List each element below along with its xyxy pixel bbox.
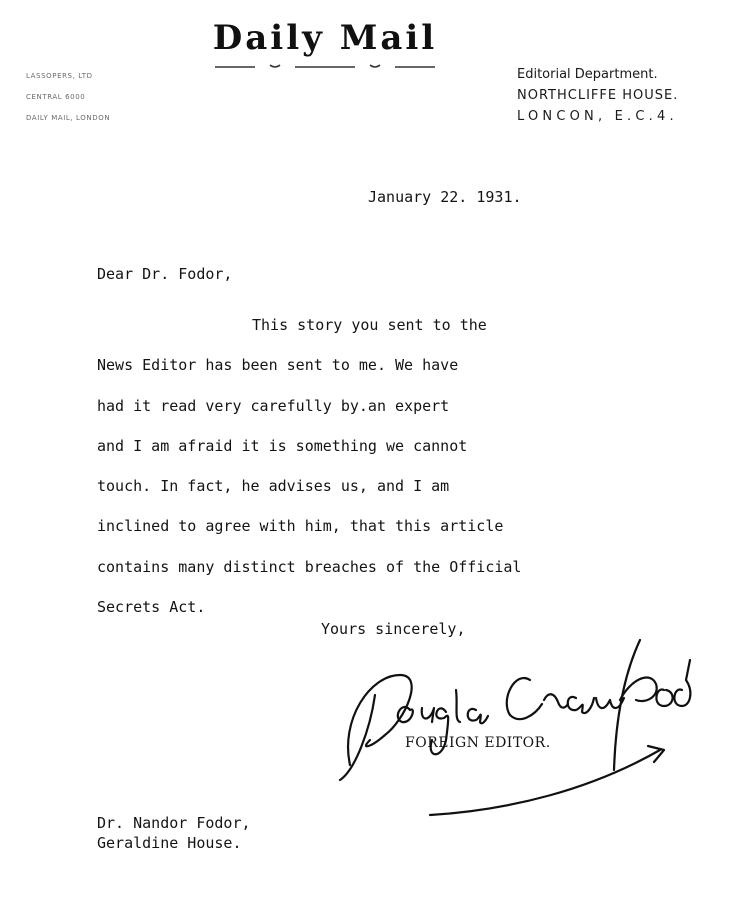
- recipient-block: [97, 813, 251, 853]
- letterhead-phone-line: CENTRAL 6000: [26, 93, 86, 101]
- body-line: contains many distinct breaches of the Official: [97, 557, 522, 576]
- body-line: News Editor has been sent to me. We have: [97, 356, 459, 375]
- letter-closing: Yours sincerely,: [321, 620, 466, 638]
- address-building: NORTHCLIFFE HOUSE.: [517, 88, 679, 103]
- signatory-title: FOREIGN EDITOR.: [405, 735, 551, 751]
- body-line: inclined to agree with him, that this article: [97, 517, 504, 536]
- body-line: touch. In fact, he advises us, and I am: [97, 477, 450, 496]
- masthead-flourish: [215, 63, 435, 71]
- recipient-name: Dr. Nandor Fodor,: [97, 814, 251, 832]
- letter-body: [97, 305, 521, 627]
- letterhead-company-line: LASSOPERS, LTD: [26, 72, 93, 80]
- body-line: This story you sent to the: [252, 316, 487, 334]
- recipient-address: Geraldine House.: [97, 834, 242, 852]
- address-city: LONCON, E.C.4.: [517, 109, 678, 124]
- letter-salutation: Dear Dr. Fodor,: [97, 265, 233, 283]
- masthead-title: Daily Mail: [212, 18, 438, 58]
- body-line: had it read very carefully by.an expert: [97, 396, 450, 415]
- address-department: Editorial Department.: [517, 67, 658, 82]
- letterhead-telegram-line: DAILY MAIL, LONDON: [26, 114, 111, 122]
- letterhead-address: [517, 64, 745, 127]
- letterhead-contact-block: [26, 66, 156, 129]
- body-line: Secrets Act.: [97, 598, 206, 617]
- handwritten-signature: [330, 600, 710, 840]
- letter-date: January 22. 1931.: [368, 188, 522, 206]
- body-line: and I am afraid it is something we cannot: [97, 436, 468, 455]
